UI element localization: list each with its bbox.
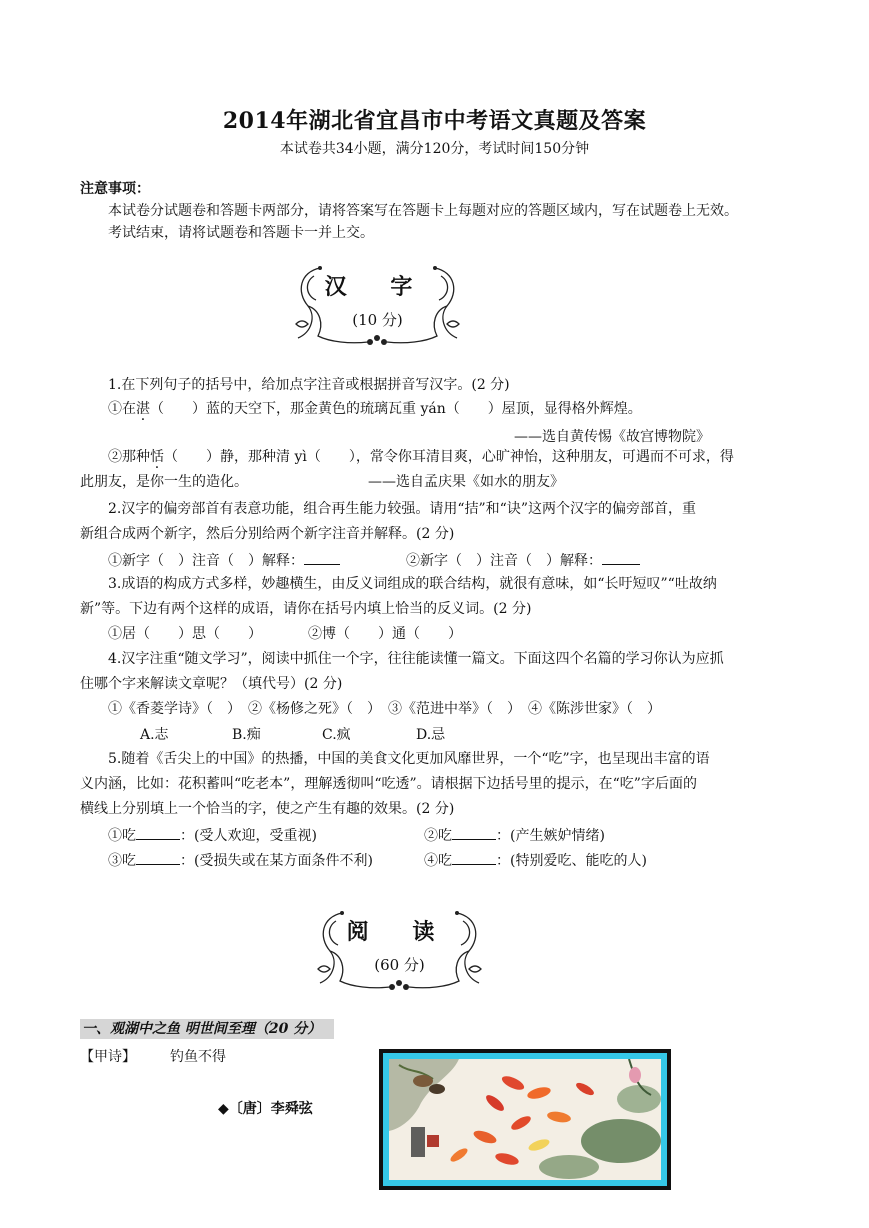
q2-answer-1 [108, 550, 340, 570]
q5-item-1-pre: ①吃 [108, 828, 136, 844]
q1-sentence-1 [108, 400, 642, 418]
q2-answer-2-label: ②新字（ ）注音（ ）解释： [406, 553, 602, 569]
koi-painting-frame [379, 1049, 671, 1190]
q2-answer-2-blank[interactable] [602, 550, 640, 565]
q3-line-2: 新”等。下边有两个这样的成语，请你在括号内填上恰当的反义词。(2 分) [80, 601, 532, 617]
q5-item-4-hint: ：(特别爱吃、能吃的人) [496, 853, 647, 869]
q2-answer-2 [406, 550, 640, 570]
section-reading [312, 915, 487, 975]
q5-line-1: 5.随着《舌尖上的中国》的热播，中国的美食文化更加风靡世界，一个“吃”字，也呈现出丰富的语 [108, 751, 710, 767]
q2-answer-1-blank[interactable] [304, 550, 340, 565]
poem-tag: 【甲诗】 [80, 1049, 136, 1065]
q4-line-2: 住哪个字来解读文章呢？（填代号）(2 分) [80, 676, 343, 692]
q4-option-c: C.疯 [322, 727, 351, 743]
notice-line-2: 考试结束，请将试题卷和答题卡一并上交。 [108, 225, 374, 241]
section-reading-title: 阅 读 [346, 919, 453, 945]
q5-item-4 [424, 850, 647, 870]
q5-item-1 [108, 825, 317, 845]
poem-title: 钓鱼不得 [170, 1049, 226, 1065]
q2-line-1: 2.汉字的偏旁部首有表意功能，组合再生能力较强。请用“拮”和“诀”这两个汉字的偏旁部首，重 [108, 501, 696, 517]
q1-s2-rest: （ ）静，那种清 yì（ ），常令你耳清目爽，心旷神怡，这种朋友，可遇而不可求，得 [164, 449, 734, 465]
q3-answer-2: ②博（ ）通（ ） [308, 626, 462, 642]
q1-sentence-2-cont: 此朋友，是你一生的造化。 [80, 474, 248, 490]
q1-s1-dotted-char: 湛 [136, 401, 150, 417]
q5-line-3: 横线上分别填上一个恰当的字，使之产生有趣的效果。(2 分) [80, 801, 455, 817]
q5-item-2-blank[interactable] [452, 825, 496, 840]
q1-s2-dotted-char: 恬 [150, 449, 164, 465]
q5-item-2-hint: ：(产生嫉妒情绪) [496, 828, 605, 844]
q5-item-1-blank[interactable] [136, 825, 180, 840]
q4-option-a: A.志 [140, 727, 169, 743]
notice-line-1: 本试卷分试题卷和答题卡两部分，请将答案写在答题卡上每题对应的答题区域内，写在试题卷上无效。 [108, 203, 738, 219]
q4-option-b: B.痴 [232, 727, 261, 743]
koi-painting [389, 1059, 661, 1180]
q3-line-1: 3.成语的构成方式多样，妙趣横生，由反义词组成的联合结构，就很有意味，如“长吁短叹”“吐故纳 [108, 576, 717, 592]
q5-item-3-hint: ：(受损失或在某方面条件不利) [180, 853, 373, 869]
q4-works: ①《香菱学诗》（ ） ②《杨修之死》（ ） ③《范进中举》（ ） ④《陈涉世家》（ ） [108, 701, 661, 717]
q1-source-1: ——选自黄传惕《故宫博物院》 [514, 429, 710, 445]
notice-heading: 注意事项： [80, 181, 150, 197]
q5-item-4-pre: ④吃 [424, 853, 452, 869]
q5-item-3-blank[interactable] [136, 850, 180, 865]
page-title: 2014年湖北省宜昌市中考语文真题及答案 [222, 108, 647, 134]
q2-answer-1-label: ①新字（ ）注音（ ）解释： [108, 553, 304, 569]
reading-part-banner: 一、观湖中之鱼 明世间至理（20 分） [80, 1019, 334, 1039]
q4-line-1: 4.汉字注重“随文学习”，阅读中抓住一个字，往往能读懂一篇文。下面这四个名篇的学习你认为应抓 [108, 651, 724, 667]
q5-item-1-hint: ：(受人欢迎，受重视) [180, 828, 317, 844]
poem-author: ◆〔唐〕李舜弦 [218, 1101, 313, 1117]
q5-item-4-blank[interactable] [452, 850, 496, 865]
q4-option-d: D.忌 [416, 727, 446, 743]
q5-item-2 [424, 825, 605, 845]
q1-sentence-2 [108, 448, 734, 466]
section-hanzi [290, 270, 465, 330]
page-subtitle: 本试卷共34小题，满分120分，考试时间150分钟 [279, 141, 590, 157]
q5-line-2: 义内涵，比如：花积蓄叫“吃老本”，理解透彻叫“吃透”。请根据下边括号里的提示，在“吃”字后面的 [80, 776, 697, 792]
q1-stem: 1.在下列句子的括号中，给加点字注音或根据拼音写汉字。(2 分) [108, 377, 510, 393]
q1-s2-prefix: ②那种 [108, 449, 150, 465]
q1-s1-rest: （ ）蓝的天空下，那金黄色的琉璃瓦重 yán（ ）屋顶，显得格外辉煌。 [150, 401, 642, 417]
koi-painting-image [389, 1059, 661, 1180]
section-reading-score: (60 分) [374, 956, 425, 974]
q5-item-3 [108, 850, 373, 870]
q5-item-3-pre: ③吃 [108, 853, 136, 869]
q3-answer-1: ①居（ ）思（ ） [108, 626, 262, 642]
q1-source-2: ——选自孟庆果《如水的朋友》 [368, 474, 564, 490]
section-hanzi-score: (10 分) [352, 311, 403, 329]
q2-line-2: 新组合成两个新字，然后分别给两个新字注音并解释。(2 分) [80, 526, 455, 542]
q5-item-2-pre: ②吃 [424, 828, 452, 844]
q1-s1-prefix: ①在 [108, 401, 136, 417]
section-hanzi-title: 汉 字 [324, 274, 431, 300]
